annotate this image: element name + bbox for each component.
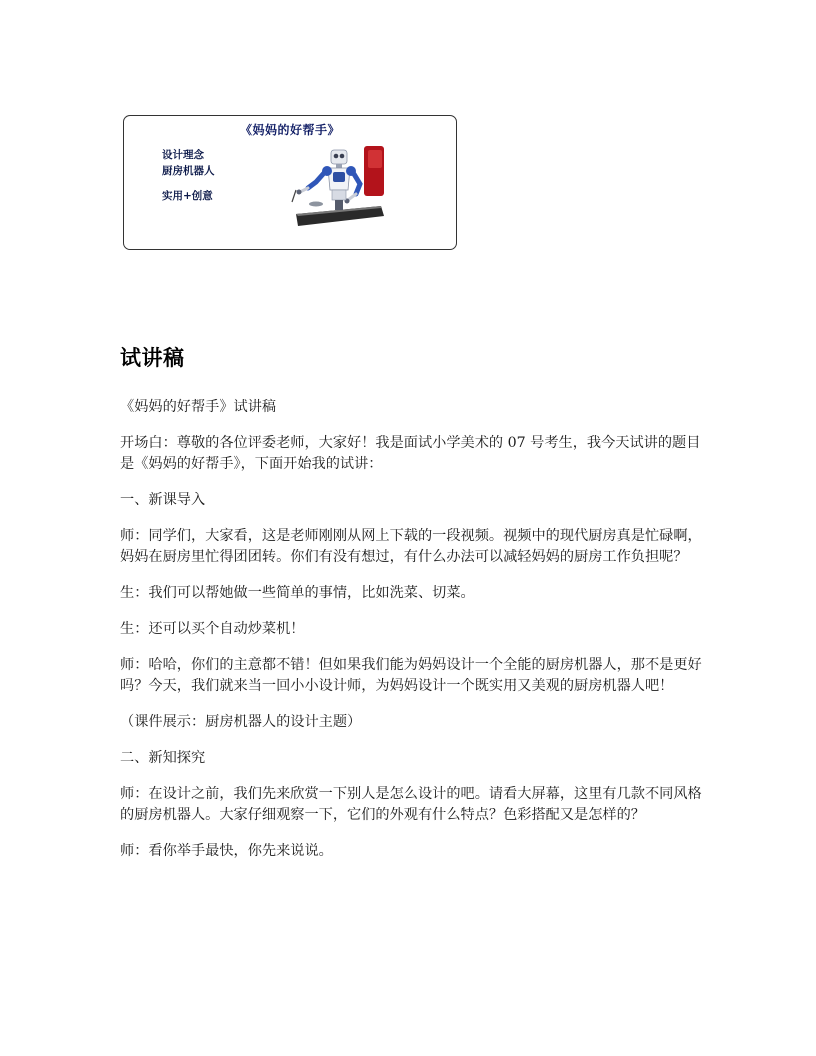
robot-illustration: [286, 146, 386, 226]
paragraph: 生：我们可以帮她做一些简单的事情，比如洗菜、切菜。: [120, 585, 475, 601]
paragraph: 师：同学们，大家看，这是老师刚刚从网上下载的一段视频。视频中的现代厨房真是忙碌啊，妈妈在厨房里忙得团团转。你们有没有想过，有什么办法可以减轻妈妈的厨房工作负担呢？: [120, 528, 702, 565]
paragraph: 师：看你举手最快，你先来说说。: [120, 843, 333, 859]
paragraph: 二、新知探究: [120, 750, 206, 766]
robot-head-shape: [331, 150, 347, 164]
paragraph: 生：还可以买个自动炒菜机！: [120, 621, 305, 637]
slide-preview-card: [123, 115, 457, 250]
slide-bullet: 实用+创意: [162, 190, 213, 202]
slide-bullet: 设计理念: [162, 149, 204, 161]
paragraph: 师：在设计之前，我们先来欣赏一下别人是怎么设计的吧。请看大屏幕，这里有几款不同风格的厨房机器人。大家仔细观察一下，它们的外观有什么特点？色彩搭配又是怎样的？: [120, 786, 702, 823]
paragraph: 开场白：尊敬的各位评委老师，大家好！我是面试小学美术的 07 号考生，我今天试讲的题目是《妈妈的好帮手》，下面开始我的试讲：: [120, 435, 701, 472]
slide-bullet-list: [162, 147, 215, 204]
paragraph: （课件展示：厨房机器人的设计主题）: [120, 714, 362, 730]
paragraph: 师：哈哈，你们的主意都不错！但如果我们能为妈妈设计一个全能的厨房机器人，那不是更好吗？今天，我们就来当一回小小设计师，为妈妈设计一个既实用又美观的厨房机器人吧！: [120, 657, 702, 694]
paragraph: 《妈妈的好帮手》试讲稿: [120, 399, 277, 415]
slide-title: 《妈妈的好帮手》: [239, 123, 340, 137]
document-heading: 试讲稿: [120, 346, 185, 370]
slide-bullet: 厨房机器人: [162, 165, 215, 177]
paragraph: 一、新课导入: [120, 492, 206, 508]
document-body: [120, 397, 705, 877]
